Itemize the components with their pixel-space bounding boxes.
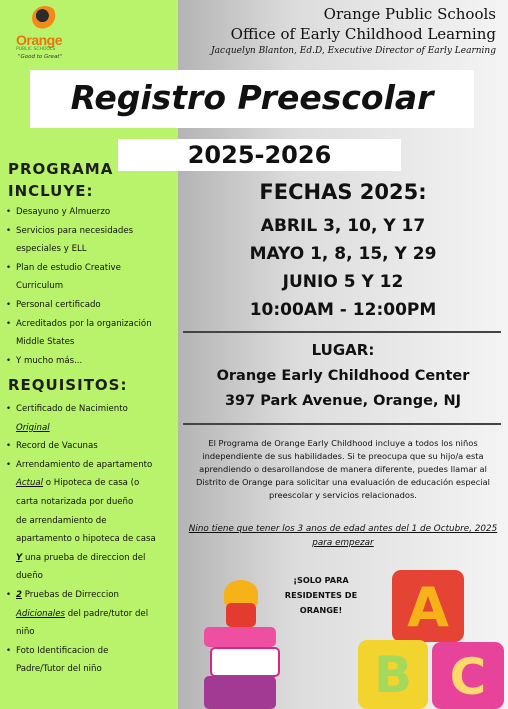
list-item: • Record de Vacunas <box>6 437 176 456</box>
list-item-text: Certificado de Nacimiento <box>16 404 128 414</box>
section-divider <box>183 423 501 425</box>
list-item-text: Actual <box>16 478 44 489</box>
programa-heading <box>8 158 113 202</box>
list-item-text: Foto Identificacion de <box>16 645 109 656</box>
list-item <box>6 400 176 437</box>
requisitos-heading: REQUISITOS: <box>8 376 128 394</box>
fechas-junio: JUNIO 5 Y 12 <box>282 272 404 292</box>
list-item <box>6 259 176 296</box>
list-item-text: Curriculum <box>16 281 64 292</box>
fechas-abril: ABRIL 3, 10, Y 17 <box>260 216 426 236</box>
list-item-text: Padre/Tutor del niño <box>16 664 102 675</box>
list-item <box>6 586 176 642</box>
programa-heading-line1: PROGRAMA <box>8 160 114 178</box>
list-item <box>6 456 176 586</box>
list-item-text: Adicionales <box>16 608 65 619</box>
list-item-text: especiales y ELL <box>16 244 87 255</box>
logo-subtitle: PUBLIC SCHOOLS <box>16 47 56 52</box>
list-item-text: del padre/tutor del <box>64 608 149 619</box>
list-item-text: apartamento o hipoteca de casa <box>16 534 156 545</box>
requisitos-list <box>6 400 176 679</box>
list-item: • Desayuno y Almuerzo <box>6 203 176 222</box>
page-title: Registro Preescolar <box>70 78 434 117</box>
block-white <box>210 647 280 677</box>
list-item-text: Original <box>16 422 50 433</box>
list-item-text: carta notarizada por dueño <box>16 496 134 507</box>
logo-swirl-icon <box>32 6 58 30</box>
list-item-text: Plan de estudio Creative <box>16 262 121 273</box>
list-item-text: Pruebas de Dirreccion <box>21 589 119 600</box>
list-item: • Personal certificado <box>6 296 176 315</box>
list-item-text: Servicios para necesidades <box>16 225 134 236</box>
program-description: El Programa de Orange Early Childhood incluye a todos los niños independiente de sus habilidades. Si te preocupa que su hijo/a esta aprendiendo o desarollandose de manera diferente, puedes llamar al Distrito de Orange para solicitar una evaluación de educación especial preescolar y servicios relacionados. <box>195 438 490 500</box>
block-pink <box>204 627 276 647</box>
fechas-hora: 10:00AM - 12:00PM <box>249 300 437 320</box>
orange-schools-logo <box>14 6 74 64</box>
list-item <box>6 222 176 259</box>
list-item-text: Y <box>16 552 23 563</box>
list-item-text: Acreditados por la organización <box>16 318 152 329</box>
lugar-heading: LUGAR: <box>311 341 375 359</box>
list-item <box>6 315 176 352</box>
age-requirement-note: Nino tiene que tener los 3 anos de edad antes del 1 de Octubre, 2025 para empezar <box>188 524 498 548</box>
fechas-mayo: MAYO 1, 8, 15, Y 29 <box>249 244 437 264</box>
list-item: • Y mucho más... <box>6 352 176 371</box>
list-item-text: de arrendamiento de <box>16 515 107 526</box>
header-director: Jacquelyn Blanton, Ed.D, Executive Director of Early Learning <box>211 46 496 56</box>
list-item-text: 2 <box>16 589 22 600</box>
school-year: 2025-2026 <box>187 141 332 169</box>
list-item-text: Middle States <box>16 337 75 348</box>
letter-c: C <box>449 648 487 706</box>
block-red <box>226 603 256 627</box>
programa-heading-line2: INCLUYE: <box>8 182 94 200</box>
section-divider <box>183 331 501 333</box>
logo-wordmark: Orange <box>16 32 63 48</box>
residents-only-notice: ¡SOLO PARA RESIDENTES DE ORANGE! <box>284 575 358 615</box>
list-item-text: o Hipoteca de casa (o <box>43 478 140 489</box>
fechas-heading: FECHAS 2025: <box>259 180 427 204</box>
list-item-text: dueño <box>16 571 43 582</box>
list-item-text: Arrendamiento de apartamento <box>16 459 153 470</box>
block-purple <box>204 676 276 709</box>
lugar-name: Orange Early Childhood Center <box>216 368 470 384</box>
header-office: Office of Early Childhood Learning <box>230 25 496 43</box>
letter-a: A <box>407 576 449 639</box>
programa-list <box>6 203 176 370</box>
letter-b: B <box>373 646 413 704</box>
logo-tagline: "Good to Great" <box>18 54 62 60</box>
lugar-address: 397 Park Avenue, Orange, NJ <box>224 393 462 409</box>
list-item-text: niño <box>16 627 35 638</box>
list-item-text: una prueba de direccion del <box>22 552 146 563</box>
header-org: Orange Public Schools <box>323 5 496 23</box>
list-item <box>6 642 176 679</box>
